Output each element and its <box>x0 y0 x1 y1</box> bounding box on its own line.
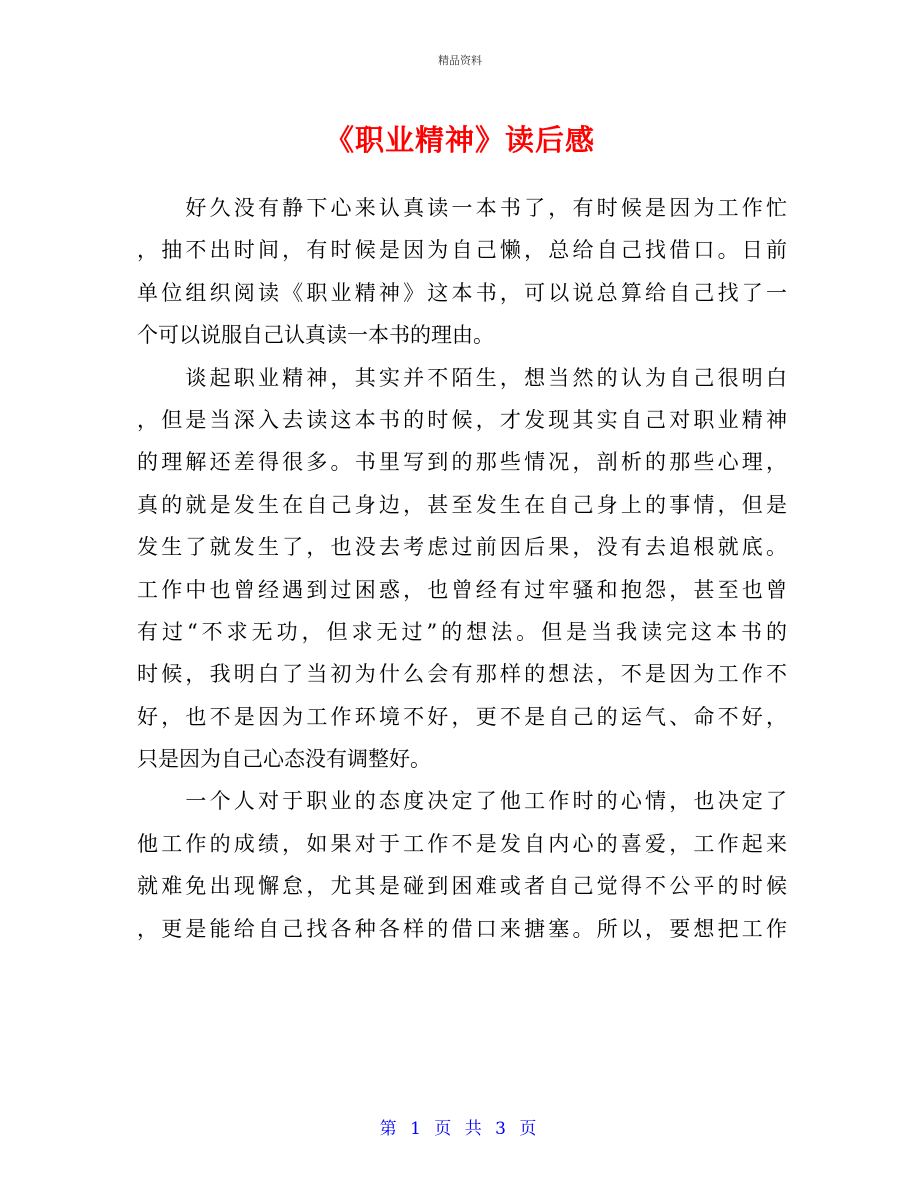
document-body <box>137 187 787 950</box>
page-header-label: 精品资料 <box>438 54 482 67</box>
body-line: 时候，我明白了当初为什么会有那样的想法，不是因为工作不 <box>137 662 787 687</box>
body-line: 的理解还差得很多。书里写到的那些情况，剖析的那些心理， <box>137 450 787 475</box>
body-line: 发生了就发生了，也没去考虑过前因后果，没有去追根就底。 <box>137 535 787 560</box>
body-line: 谈起职业精神，其实并不陌生，想当然的认为自己很明白 <box>137 365 787 390</box>
body-line: ，但是当深入去读这本书的时候，才发现其实自己对职业精神 <box>137 407 787 432</box>
body-line: 一个人对于职业的态度决定了他工作时的心情，也决定了 <box>137 789 787 814</box>
body-line: 工作中也曾经遇到过困惑，也曾经有过牢骚和抱怨，甚至也曾 <box>137 577 787 602</box>
body-line: 他工作的成绩，如果对于工作不是发自内心的喜爱，工作起来 <box>137 831 787 856</box>
body-line: 单位组织阅读《职业精神》这本书，可以说总算给自己找了一 <box>137 280 787 305</box>
body-line: 真的就是发生在自己身边，甚至发生在自己身上的事情，但是 <box>137 492 787 517</box>
body-line: ，抽不出时间，有时候是因为自己懒，总给自己找借口。日前 <box>137 238 787 263</box>
body-line: ，更是能给自己找各种各样的借口来搪塞。所以，要想把工作 <box>137 916 787 941</box>
body-line: 有过“不求无功，但求无过”的想法。但是当我读完这本书的 <box>137 619 787 644</box>
body-line: 好，也不是因为工作环境不好，更不是自己的运气、命不好， <box>137 704 787 729</box>
body-line: 个可以说服自己认真读一本书的理由。 <box>137 323 494 348</box>
body-line: 就难免出现懈怠，尤其是碰到困难或者自己觉得不公平的时候 <box>137 874 787 899</box>
body-line: 只是因为自己心态没有调整好。 <box>137 747 431 772</box>
body-line: 好久没有静下心来认真读一本书了，有时候是因为工作忙 <box>137 196 787 220</box>
document-title: 《职业精神》读后感 <box>324 123 595 157</box>
page-number-footer: 第 1 页 共 3 页 <box>379 1119 541 1139</box>
